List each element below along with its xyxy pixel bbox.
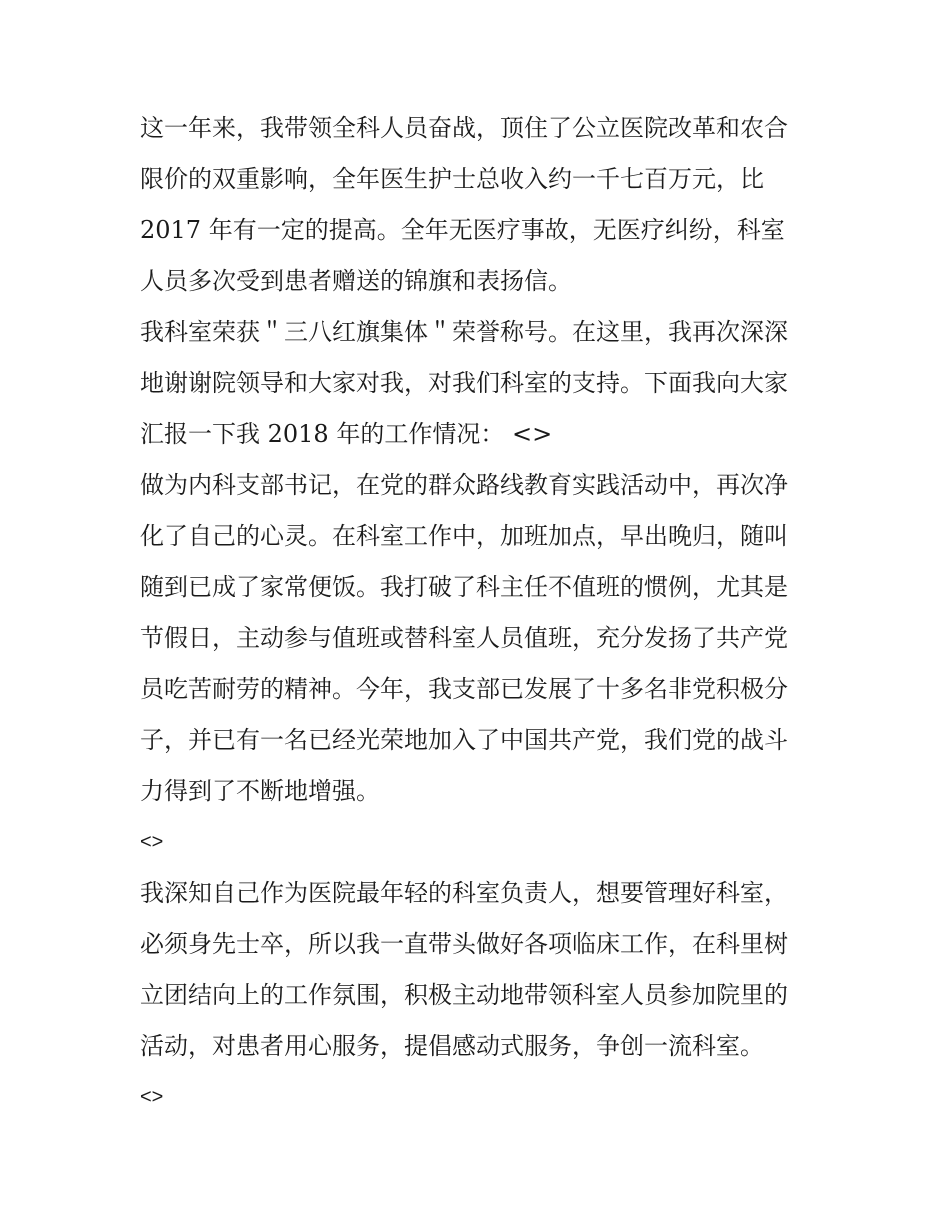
text-line: 员吃苦耐劳的精神。今年，我支部已发展了十多名非党积极分 xyxy=(140,675,788,703)
text-line: <> xyxy=(140,1086,164,1108)
text-line: 子，并已有一名已经光荣地加入了中国共产党，我们党的战斗 xyxy=(140,726,788,754)
text-line: 力得到了不断地增强。 xyxy=(140,777,380,805)
text-line: 人员多次受到患者赠送的锦旗和表扬信。 xyxy=(140,267,572,295)
text-line: 这一年来，我带领全科人员奋战，顶住了公立医院改革和农合 xyxy=(140,114,788,142)
text-line: 节假日，主动参与值班或替科室人员值班，充分发扬了共产党 xyxy=(140,624,788,652)
text-line: 汇报一下我 2018 年的工作情况： <> xyxy=(140,420,553,448)
text-line: 活动，对患者用心服务，提倡感动式服务，争创一流科室。 xyxy=(140,1032,764,1060)
text-line: 必须身先士卒，所以我一直带头做好各项临床工作，在科里树 xyxy=(140,930,788,958)
text-line: 立团结向上的工作氛围，积极主动地带领科室人员参加院里的 xyxy=(140,981,788,1009)
text-line: <> xyxy=(140,831,164,853)
text-line: 我深知自己作为医院最年轻的科室负责人，想要管理好科室， xyxy=(140,879,788,907)
text-line: 限价的双重影响，全年医生护士总收入约一千七百万元，比 xyxy=(140,165,764,193)
text-line: 随到已成了家常便饭。我打破了科主任不值班的惯例，尤其是 xyxy=(140,573,788,601)
document-body xyxy=(140,103,820,1123)
text-line: 地谢谢院领导和大家对我，对我们科室的支持。下面我向大家 xyxy=(140,369,788,397)
text-line: 我科室荣获＂三八红旗集体＂荣誉称号。在这里，我再次深深 xyxy=(140,318,788,346)
text-line: 化了自己的心灵。在科室工作中，加班加点，早出晚归，随叫 xyxy=(140,522,788,550)
text-line: 2017 年有一定的提高。全年无医疗事故，无医疗纠纷，科室 xyxy=(140,216,785,244)
text-line: 做为内科支部书记，在党的群众路线教育实践活动中，再次净 xyxy=(140,471,788,499)
